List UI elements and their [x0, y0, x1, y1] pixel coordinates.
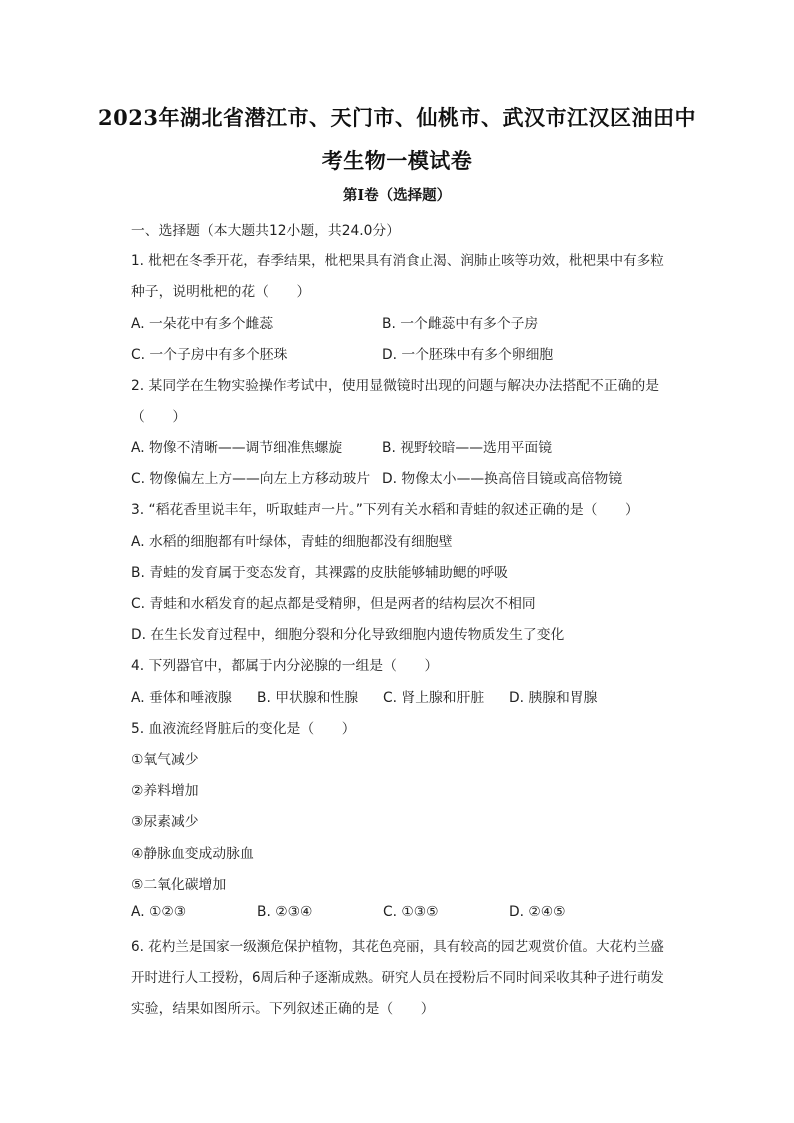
question-6-line3: 实验，结果如图所示。下列叙述正确的是（ ）: [131, 1001, 435, 1017]
question-4-option-a: A. 垂体和唾液腺: [131, 690, 232, 706]
question-1-option-c: C. 一个子房中有多个胚珠: [131, 347, 288, 363]
question-5-item-1: ①氧气减少: [131, 752, 199, 768]
question-2-option-c: C. 物像偏左上方——向左上方移动玻片: [131, 471, 371, 487]
question-2-line2: （ ）: [131, 409, 187, 425]
question-5-option-a: A. ①②③: [131, 904, 187, 920]
question-5-option-d: D. ②④⑤: [509, 904, 566, 920]
section-heading: 一、选择题（本大题共12小题，共24.0分）: [131, 223, 401, 239]
question-2-option-b: B. 视野较暗——选用平面镜: [382, 440, 553, 456]
volume-heading: 第I卷（选择题）: [342, 187, 452, 204]
question-1-line1: 1. 枇杷在冬季开花，春季结果，枇杷果具有消食止渴、润肺止咳等功效，枇杷果中有多粒: [131, 253, 664, 269]
question-5-option-b: B. ②③④: [257, 904, 313, 920]
exam-title-line2: 考生物一模试卷: [321, 148, 473, 173]
question-4-option-d: D. 胰腺和胃腺: [509, 690, 598, 706]
question-5-option-c: C. ①③⑤: [383, 904, 439, 920]
question-3-option-a: A. 水稻的细胞都有叶绿体，青蛙的细胞都没有细胞壁: [131, 534, 453, 550]
question-5-item-4: ④静脉血变成动脉血: [131, 846, 254, 862]
question-4-line1: 4. 下列器官中，都属于内分泌腺的一组是（ ）: [131, 658, 439, 674]
question-4-option-b: B. 甲状腺和性腺: [257, 690, 359, 706]
question-6-line1: 6. 花杓兰是国家一级濒危保护植物，其花色亮丽，具有较高的园艺观赏价值。大花杓兰盛: [131, 939, 664, 955]
question-5-item-3: ③尿素减少: [131, 814, 199, 830]
question-5-line1: 5. 血液流经肾脏后的变化是（ ）: [131, 721, 356, 737]
question-2-option-a: A. 物像不清晰——调节细准焦螺旋: [131, 440, 343, 456]
question-1-line2: 种子，说明枇杷的花（ ）: [131, 284, 311, 300]
question-4-option-c: C. 肾上腺和肝脏: [383, 690, 485, 706]
question-1-option-a: A. 一朵花中有多个雌蕊: [131, 316, 274, 332]
question-5-item-5: ⑤二氧化碳增加: [131, 877, 227, 893]
question-3-line1: 3. “稻花香里说丰年，听取蛙声一片。”下列有关水稻和青蛙的叙述正确的是（ ）: [131, 502, 639, 518]
question-1-option-d: D. 一个胚珠中有多个卵细胞: [382, 347, 554, 363]
exam-title-line1: 2023年湖北省潜江市、天门市、仙桃市、武汉市江汉区油田中: [98, 105, 696, 130]
question-2-line1: 2. 某同学在生物实验操作考试中，使用显微镜时出现的问题与解决办法搭配不正确的是: [131, 378, 660, 394]
question-5-item-2: ②养料增加: [131, 783, 199, 799]
question-6-line2: 开时进行人工授粉，6周后种子逐渐成熟。研究人员在授粉后不同时间采收其种子进行萌发: [131, 970, 664, 986]
question-1-option-b: B. 一个雌蕊中有多个子房: [382, 316, 539, 332]
question-3-option-b: B. 青蛙的发育属于变态发育，其裸露的皮肤能够辅助鳃的呼吸: [131, 565, 508, 581]
question-3-option-d: D. 在生长发育过程中，细胞分裂和分化导致细胞内遗传物质发生了变化: [131, 627, 565, 643]
question-2-option-d: D. 物像太小——换高倍目镜或高倍物镜: [382, 471, 623, 487]
question-3-option-c: C. 青蛙和水稻发育的起点都是受精卵，但是两者的结构层次不相同: [131, 596, 536, 612]
